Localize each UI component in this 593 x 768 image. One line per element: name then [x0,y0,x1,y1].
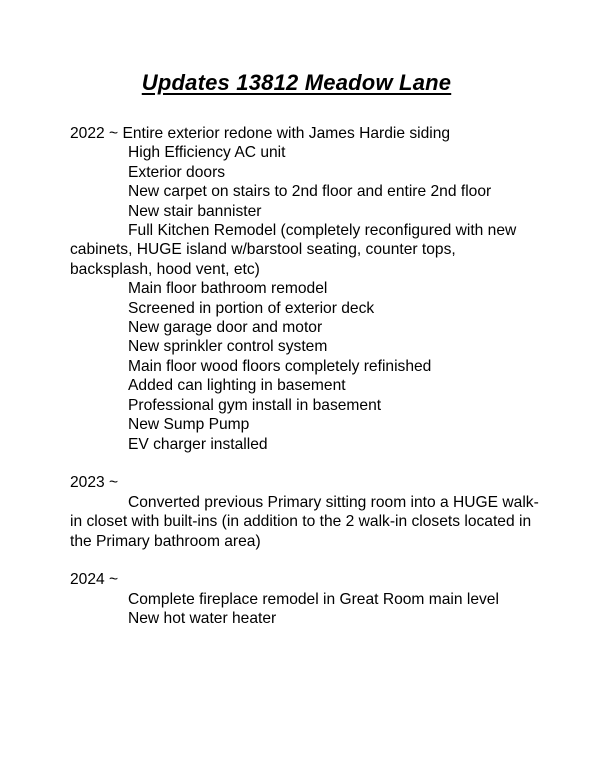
section-spacer [70,551,540,570]
list-item: New garage door and motor [128,319,323,337]
list-item: New sprinkler control system [128,338,328,356]
list-item: New stair bannister [128,202,262,220]
year-2024-lead: 2024 ~ [70,571,119,589]
list-item: High Efficiency AC unit [128,144,286,162]
year-2022-lead: 2022 ~ Entire exterior redone with James Hardie siding [70,125,451,142]
list-item: Converted previous Primary sitting room into a HUGE walk-in closet with built-ins (in addition to the 2 walk-in closets located in the Primary bathroom area) [70,493,539,550]
list-item: New Sump Pump [128,416,250,434]
year-2023-lead: 2023 ~ [70,474,119,492]
list-item: New carpet on stairs to 2nd floor and entire 2nd floor [128,183,492,201]
list-item: Full Kitchen Remodel (completely reconfigured with new cabinets, HUGE island w/barstool seating, counter tops, backsplash, hood vent, etc) [70,222,517,278]
list-item: Main floor bathroom remodel [128,280,328,298]
list-item: Complete fireplace remodel in Great Room main level [128,590,499,608]
list-item: EV charger installed [128,435,268,453]
list-item: Added can lighting in basement [128,377,346,395]
list-item: Main floor wood floors completely refinished [128,357,432,375]
list-item: Screened in portion of exterior deck [128,299,375,317]
list-item: Exterior doors [128,163,226,181]
updates-list [70,124,540,629]
list-item: Professional gym install in basement [128,396,382,414]
list-item: New hot water heater [128,610,277,628]
page-title: Updates 13812 Meadow Lane [141,70,452,95]
section-spacer [70,454,540,473]
